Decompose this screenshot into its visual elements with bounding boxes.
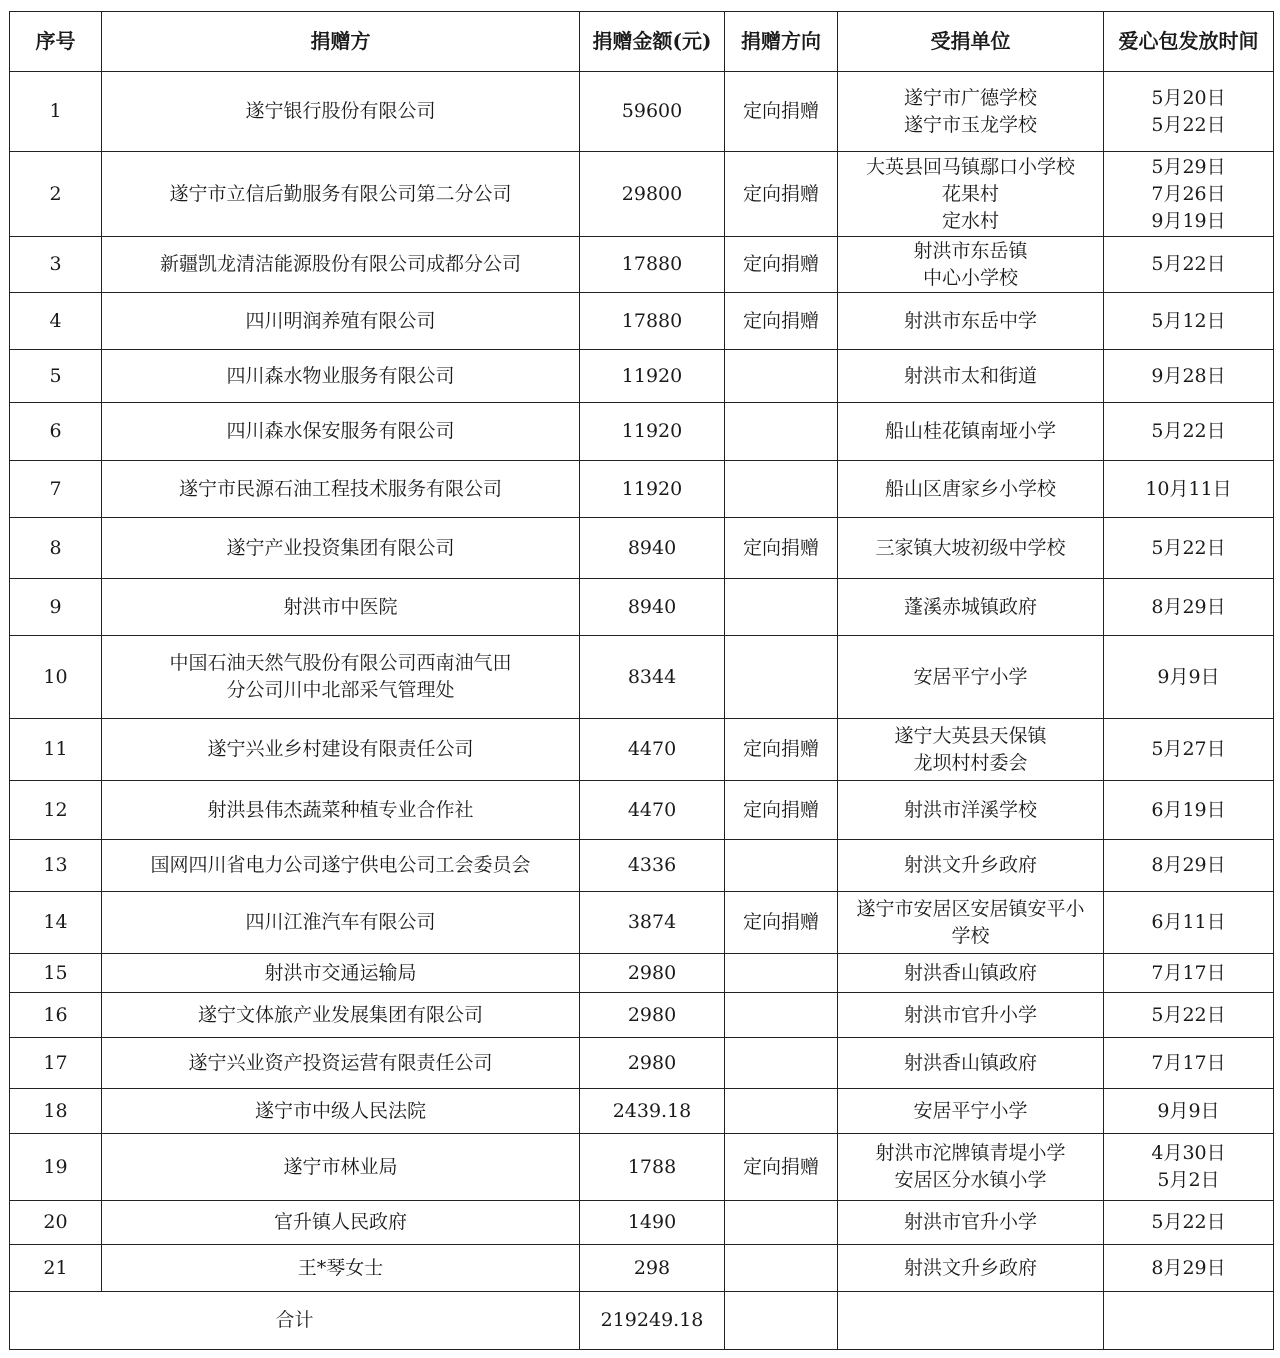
cell-date <box>1104 579 1274 636</box>
cell-date <box>1104 72 1274 152</box>
cell-donor-line: 射洪市中医院 <box>283 595 398 618</box>
cell-date-line: 7月17日 <box>1151 961 1226 984</box>
cell-donor-line: 四川森水物业服务有限公司 <box>226 364 455 387</box>
cell-donor-line: 遂宁文体旅产业发展集团有限公司 <box>197 1003 483 1026</box>
cell-amount: 11920 <box>580 403 725 461</box>
cell-date-line: 5月22日 <box>1151 113 1226 136</box>
table-row <box>10 237 1274 293</box>
cell-recipient-line: 射洪文升乡政府 <box>903 854 1037 876</box>
cell-recipient <box>838 1245 1104 1292</box>
cell-amount: 4470 <box>580 781 725 840</box>
cell-no: 6 <box>10 403 102 461</box>
cell-donor-line: 遂宁兴业资产投资运营有限责任公司 <box>188 1051 493 1074</box>
cell-donor <box>102 1089 580 1134</box>
cell-recipient <box>838 636 1104 719</box>
table-row <box>10 72 1274 152</box>
cell-donor-line: 四川森水保安服务有限公司 <box>226 420 455 442</box>
total-amount: 219249.18 <box>580 1292 725 1350</box>
table-row <box>10 1245 1274 1292</box>
cell-donor <box>102 636 580 719</box>
total-row <box>10 1292 1274 1350</box>
header-row <box>10 12 1274 72</box>
cell-date-line: 5月22日 <box>1151 420 1226 442</box>
cell-recipient <box>838 840 1104 892</box>
cell-recipient-line: 大英县回马镇鄢口小学校 <box>865 155 1075 178</box>
cell-amount: 2980 <box>580 993 725 1038</box>
cell-donor <box>102 781 580 840</box>
header-amount: 捐赠金额(元) <box>580 12 725 72</box>
cell-date-line: 5月2日 <box>1157 1169 1220 1191</box>
cell-direction: 定向捐赠 <box>725 781 838 840</box>
cell-date-line: 10月11日 <box>1145 477 1232 500</box>
cell-recipient <box>838 1038 1104 1089</box>
cell-direction <box>725 350 838 403</box>
cell-no: 4 <box>10 293 102 350</box>
cell-direction: 定向捐赠 <box>725 1134 838 1201</box>
cell-donor <box>102 461 580 518</box>
cell-date <box>1104 719 1274 781</box>
table-body <box>10 72 1274 1292</box>
cell-no: 11 <box>10 719 102 781</box>
total-label: 合计 <box>10 1292 580 1350</box>
cell-direction: 定向捐赠 <box>725 237 838 293</box>
table-row <box>10 1089 1274 1134</box>
cell-date <box>1104 993 1274 1038</box>
cell-donor <box>102 1245 580 1292</box>
cell-recipient-line: 遂宁大英县天保镇 <box>894 724 1047 747</box>
cell-date-line: 9月9日 <box>1157 1099 1220 1122</box>
cell-date-line: 7月26日 <box>1151 182 1226 205</box>
table-row <box>10 840 1274 892</box>
cell-donor-line: 四川明润养殖有限公司 <box>245 309 436 332</box>
cell-amount: 8940 <box>580 579 725 636</box>
cell-no: 7 <box>10 461 102 518</box>
cell-donor <box>102 403 580 461</box>
cell-date-line: 6月11日 <box>1151 911 1226 933</box>
cell-donor-line: 遂宁产业投资集团有限公司 <box>226 536 455 559</box>
cell-recipient-line: 安居平宁小学 <box>913 665 1028 688</box>
cell-date <box>1104 293 1274 350</box>
cell-date-line: 4月30日 <box>1151 1142 1226 1164</box>
cell-recipient <box>838 461 1104 518</box>
cell-donor <box>102 892 580 954</box>
cell-donor-line: 射洪市交通运输局 <box>264 961 417 984</box>
cell-date <box>1104 1245 1274 1292</box>
cell-no: 8 <box>10 518 102 579</box>
cell-recipient-line: 射洪香山镇政府 <box>903 961 1037 984</box>
cell-date-line: 5月22日 <box>1151 1211 1226 1233</box>
cell-date <box>1104 518 1274 579</box>
cell-no: 10 <box>10 636 102 719</box>
table-row <box>10 892 1274 954</box>
cell-donor-line: 王*琴女士 <box>297 1256 384 1279</box>
cell-amount: 4470 <box>580 719 725 781</box>
cell-recipient-line: 中心小学校 <box>922 266 1018 289</box>
cell-recipient-line: 定水村 <box>941 209 999 232</box>
cell-donor-line: 遂宁市立信后勤服务有限公司第二分公司 <box>169 182 512 205</box>
cell-amount: 11920 <box>580 461 725 518</box>
cell-amount: 1490 <box>580 1201 725 1245</box>
cell-date <box>1104 403 1274 461</box>
cell-donor-line: 四川江淮汽车有限公司 <box>245 911 436 933</box>
cell-date-line: 8月29日 <box>1151 854 1226 876</box>
cell-donor <box>102 719 580 781</box>
cell-donor-line: 新疆凯龙清洁能源股份有限公司成都分公司 <box>159 253 521 275</box>
table-row <box>10 579 1274 636</box>
cell-date-line: 5月22日 <box>1151 536 1226 559</box>
cell-recipient-line: 龙坝村村委会 <box>913 751 1028 774</box>
cell-recipient-line: 蓬溪赤城镇政府 <box>903 595 1037 618</box>
cell-donor <box>102 579 580 636</box>
cell-recipient-line: 安居平宁小学 <box>913 1099 1028 1122</box>
cell-direction: 定向捐赠 <box>725 892 838 954</box>
cell-direction <box>725 954 838 993</box>
cell-date <box>1104 1201 1274 1245</box>
cell-recipient <box>838 152 1104 237</box>
cell-date <box>1104 636 1274 719</box>
cell-amount: 29800 <box>580 152 725 237</box>
cell-date-line: 5月22日 <box>1151 253 1226 275</box>
header-date: 爱心包发放时间 <box>1104 12 1274 72</box>
cell-donor-line: 遂宁市林业局 <box>283 1155 398 1178</box>
cell-direction: 定向捐赠 <box>725 72 838 152</box>
cell-recipient <box>838 579 1104 636</box>
cell-recipient <box>838 1089 1104 1134</box>
cell-donor <box>102 993 580 1038</box>
table-row <box>10 403 1274 461</box>
cell-recipient <box>838 954 1104 993</box>
cell-direction: 定向捐赠 <box>725 518 838 579</box>
cell-recipient <box>838 1201 1104 1245</box>
cell-date-line: 8月29日 <box>1151 1256 1226 1279</box>
cell-recipient <box>838 781 1104 840</box>
cell-date <box>1104 461 1274 518</box>
table-row <box>10 1134 1274 1201</box>
cell-no: 2 <box>10 152 102 237</box>
table-row <box>10 993 1274 1038</box>
cell-amount: 17880 <box>580 237 725 293</box>
cell-donor-line: 官升镇人民政府 <box>273 1211 407 1233</box>
cell-recipient <box>838 1134 1104 1201</box>
cell-date-line: 8月29日 <box>1151 595 1226 618</box>
cell-date-line: 7月17日 <box>1151 1051 1226 1074</box>
cell-recipient-line: 射洪市官升小学 <box>903 1211 1037 1233</box>
cell-date <box>1104 840 1274 892</box>
cell-date-line: 9月28日 <box>1151 364 1226 387</box>
cell-no: 15 <box>10 954 102 993</box>
cell-recipient-line: 射洪市东岳镇 <box>913 239 1028 262</box>
cell-amount: 2980 <box>580 954 725 993</box>
cell-date <box>1104 1134 1274 1201</box>
cell-recipient-line: 射洪市太和街道 <box>903 364 1037 387</box>
table-row <box>10 1201 1274 1245</box>
header-no: 序号 <box>10 12 102 72</box>
cell-date-line: 5月20日 <box>1151 86 1226 109</box>
cell-no: 20 <box>10 1201 102 1245</box>
cell-donor <box>102 518 580 579</box>
header-recipient: 受捐单位 <box>838 12 1104 72</box>
cell-date-line: 5月22日 <box>1151 1003 1226 1026</box>
cell-date <box>1104 237 1274 293</box>
cell-date <box>1104 954 1274 993</box>
cell-donor-line: 射洪县伟杰蔬菜种植专业合作社 <box>207 798 474 821</box>
cell-direction <box>725 461 838 518</box>
cell-no: 13 <box>10 840 102 892</box>
cell-donor <box>102 1134 580 1201</box>
cell-amount: 59600 <box>580 72 725 152</box>
cell-no: 21 <box>10 1245 102 1292</box>
cell-recipient <box>838 993 1104 1038</box>
cell-recipient-line: 射洪市东岳中学 <box>903 309 1037 332</box>
cell-amount: 1788 <box>580 1134 725 1201</box>
cell-no: 14 <box>10 892 102 954</box>
cell-recipient <box>838 892 1104 954</box>
cell-recipient-line: 遂宁市安居区安居镇安平小 <box>856 897 1085 920</box>
header-direction: 捐赠方向 <box>725 12 838 72</box>
cell-recipient-line: 射洪市官升小学 <box>903 1003 1037 1026</box>
cell-recipient-line: 学校 <box>951 924 990 947</box>
cell-date-line: 5月27日 <box>1151 738 1226 760</box>
cell-donor <box>102 954 580 993</box>
cell-direction <box>725 1089 838 1134</box>
table-row <box>10 719 1274 781</box>
cell-recipient <box>838 719 1104 781</box>
cell-direction <box>725 840 838 892</box>
cell-amount: 8940 <box>580 518 725 579</box>
cell-recipient <box>838 72 1104 152</box>
cell-date <box>1104 152 1274 237</box>
table-row <box>10 954 1274 993</box>
cell-date <box>1104 781 1274 840</box>
cell-no: 16 <box>10 993 102 1038</box>
cell-donor-line: 遂宁市民源石油工程技术服务有限公司 <box>178 477 502 500</box>
cell-donor <box>102 1038 580 1089</box>
cell-no: 17 <box>10 1038 102 1089</box>
cell-date-line: 5月12日 <box>1151 309 1226 332</box>
cell-recipient-line: 遂宁市广德学校 <box>903 86 1037 109</box>
cell-no: 1 <box>10 72 102 152</box>
cell-recipient <box>838 293 1104 350</box>
table-row <box>10 636 1274 719</box>
cell-no: 19 <box>10 1134 102 1201</box>
table-row <box>10 1038 1274 1089</box>
donation-table <box>9 11 1274 1350</box>
total-direction-cell <box>725 1292 838 1350</box>
cell-no: 9 <box>10 579 102 636</box>
cell-direction: 定向捐赠 <box>725 293 838 350</box>
cell-direction <box>725 1038 838 1089</box>
cell-donor <box>102 72 580 152</box>
cell-no: 12 <box>10 781 102 840</box>
cell-recipient <box>838 518 1104 579</box>
cell-date-line: 9月19日 <box>1151 209 1226 232</box>
cell-date-line: 6月19日 <box>1151 798 1226 821</box>
cell-donor-line: 遂宁银行股份有限公司 <box>245 100 436 122</box>
table-row <box>10 781 1274 840</box>
cell-donor <box>102 1201 580 1245</box>
cell-amount: 17880 <box>580 293 725 350</box>
cell-direction <box>725 636 838 719</box>
table-row <box>10 350 1274 403</box>
cell-amount: 298 <box>580 1245 725 1292</box>
cell-recipient-line: 船山桂花镇南垭小学 <box>884 420 1056 442</box>
cell-donor <box>102 152 580 237</box>
table-row <box>10 152 1274 237</box>
total-date-cell <box>1104 1292 1274 1350</box>
cell-no: 3 <box>10 237 102 293</box>
cell-direction <box>725 1201 838 1245</box>
cell-direction <box>725 579 838 636</box>
cell-recipient <box>838 403 1104 461</box>
table-row <box>10 518 1274 579</box>
cell-no: 5 <box>10 350 102 403</box>
cell-direction <box>725 1245 838 1292</box>
cell-recipient-line: 射洪市沱牌镇青堤小学 <box>875 1142 1066 1164</box>
cell-recipient-line: 花果村 <box>941 182 999 205</box>
cell-no: 18 <box>10 1089 102 1134</box>
cell-amount: 3874 <box>580 892 725 954</box>
cell-donor-line: 国网四川省电力公司遂宁供电公司工会委员会 <box>150 854 531 876</box>
table-row <box>10 461 1274 518</box>
cell-donor <box>102 350 580 403</box>
cell-donor-line: 遂宁市中级人民法院 <box>254 1099 426 1122</box>
cell-date-line: 5月29日 <box>1151 155 1226 178</box>
cell-direction <box>725 403 838 461</box>
cell-recipient-line: 射洪香山镇政府 <box>903 1051 1037 1074</box>
table-row <box>10 293 1274 350</box>
cell-date <box>1104 1089 1274 1134</box>
cell-date <box>1104 892 1274 954</box>
header-donor: 捐赠方 <box>102 12 580 72</box>
cell-amount: 8344 <box>580 636 725 719</box>
cell-recipient-line: 射洪市洋溪学校 <box>903 798 1037 821</box>
cell-recipient <box>838 350 1104 403</box>
cell-direction: 定向捐赠 <box>725 719 838 781</box>
cell-recipient-line: 安居区分水镇小学 <box>894 1169 1047 1191</box>
cell-direction <box>725 993 838 1038</box>
cell-amount: 4336 <box>580 840 725 892</box>
cell-recipient-line: 遂宁市玉龙学校 <box>903 113 1037 136</box>
cell-donor-line: 分公司川中北部采气管理处 <box>226 679 455 701</box>
cell-date <box>1104 1038 1274 1089</box>
cell-donor-line: 遂宁兴业乡村建设有限责任公司 <box>207 738 474 760</box>
cell-recipient <box>838 237 1104 293</box>
cell-recipient-line: 射洪文升乡政府 <box>903 1256 1037 1279</box>
cell-donor <box>102 237 580 293</box>
total-recipient-cell <box>838 1292 1104 1350</box>
cell-donor-line: 中国石油天然气股份有限公司西南油气田 <box>169 652 512 674</box>
cell-amount: 11920 <box>580 350 725 403</box>
cell-recipient-line: 船山区唐家乡小学校 <box>884 477 1056 500</box>
cell-donor <box>102 293 580 350</box>
cell-date-line: 9月9日 <box>1157 665 1220 688</box>
cell-amount: 2980 <box>580 1038 725 1089</box>
cell-date <box>1104 350 1274 403</box>
cell-amount: 2439.18 <box>580 1089 725 1134</box>
cell-direction: 定向捐赠 <box>725 152 838 237</box>
cell-donor <box>102 840 580 892</box>
cell-recipient-line: 三家镇大坡初级中学校 <box>875 536 1066 559</box>
